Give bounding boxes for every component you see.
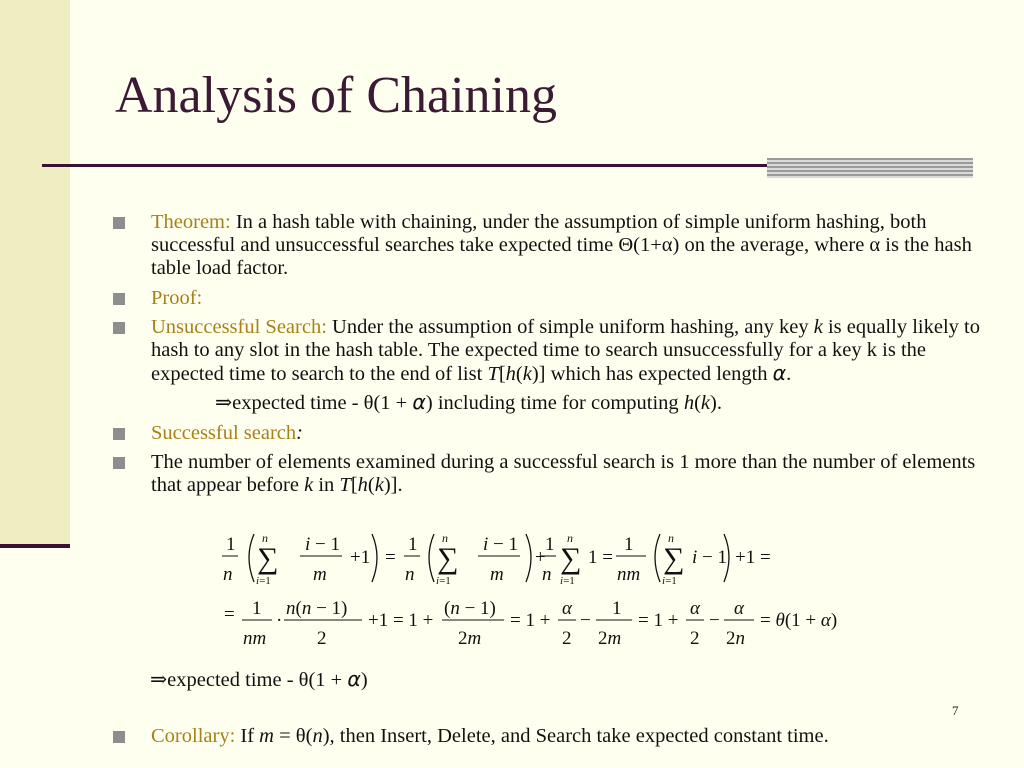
svg-text:1: 1 bbox=[408, 534, 418, 555]
square-bullet-icon bbox=[113, 731, 125, 743]
successful-text: in bbox=[313, 474, 340, 497]
unsuccessful-search-item bbox=[113, 316, 993, 387]
svg-text:nm: nm bbox=[617, 564, 641, 585]
summation-equation bbox=[220, 530, 860, 660]
theorem-label: Theorem: bbox=[151, 211, 231, 233]
successful-text: The number of elements examined during a successful search is 1 more than the number of elements that appear before bbox=[151, 450, 976, 497]
svg-text:nm: nm bbox=[243, 628, 267, 649]
conclusion-text: ) bbox=[360, 669, 368, 691]
unsuccessful-text: is equally likely to hash to any slot in the hash table. The expected time to search unsuccessfully for a key k is the expected time to search to the end of list bbox=[151, 315, 980, 386]
conclusion-line bbox=[150, 667, 368, 692]
svg-text:i − 1: i − 1 bbox=[483, 534, 518, 555]
unsuccessful-result bbox=[113, 391, 993, 415]
svg-text:+: + bbox=[535, 547, 546, 568]
svg-text:+1 =: +1 = bbox=[735, 547, 771, 568]
corollary-text: = θ( bbox=[273, 725, 313, 747]
svg-text:i − 1: i − 1 bbox=[692, 547, 727, 568]
paren: )]. bbox=[383, 474, 403, 497]
paren: )] bbox=[531, 363, 546, 386]
square-bullet-icon bbox=[113, 217, 125, 229]
var-k: k bbox=[522, 363, 532, 386]
unsuccessful-text: which has expected length bbox=[545, 363, 773, 386]
square-bullet-icon bbox=[113, 322, 125, 334]
svg-text:1: 1 bbox=[545, 534, 555, 555]
svg-text:∑: ∑ bbox=[437, 542, 459, 575]
svg-text:m: m bbox=[313, 564, 327, 585]
svg-text:2m: 2m bbox=[458, 628, 482, 649]
svg-text:1: 1 bbox=[252, 598, 262, 619]
svg-text:n: n bbox=[668, 531, 674, 545]
svg-text:n: n bbox=[442, 531, 448, 545]
unsuccessful-label: Unsuccessful Search: bbox=[151, 315, 327, 338]
svg-text:α: α bbox=[690, 598, 700, 619]
var-h: h bbox=[505, 363, 516, 386]
svg-text:1 =: 1 = bbox=[588, 547, 613, 568]
result-text: ) including time for computing bbox=[425, 392, 684, 415]
theorem-text: In a hash table with chaining, under the assumption of simple uniform hashing, both successful and unsuccessful searches take expected time Θ(1+α) on the average, where α is the hash table load factor. bbox=[151, 211, 972, 280]
svg-text:∑: ∑ bbox=[663, 542, 685, 575]
proof-item bbox=[113, 287, 993, 310]
svg-text:= 1 +: = 1 + bbox=[510, 610, 551, 631]
successful-search-item bbox=[113, 422, 993, 445]
unsuccessful-text: Under the assumption of simple uniform hashing, any key bbox=[326, 315, 814, 338]
slide-body bbox=[113, 211, 993, 497]
svg-text:1: 1 bbox=[226, 534, 236, 555]
var-m: m bbox=[259, 725, 274, 747]
elements-examined-item bbox=[113, 451, 993, 497]
svg-text:−: − bbox=[709, 610, 720, 631]
left-sidebar-band bbox=[0, 0, 70, 548]
var-T: T bbox=[487, 363, 499, 386]
svg-text:i=1: i=1 bbox=[256, 575, 271, 587]
svg-text:α: α bbox=[734, 598, 744, 619]
sidebar-rule bbox=[0, 544, 70, 548]
corollary-item bbox=[113, 725, 993, 748]
svg-text:·: · bbox=[276, 610, 283, 631]
title-rule bbox=[42, 164, 787, 167]
var-T: T bbox=[339, 474, 351, 497]
svg-text:2: 2 bbox=[690, 628, 700, 649]
svg-text:=: = bbox=[224, 604, 235, 625]
svg-text:n: n bbox=[567, 531, 573, 545]
svg-text:i − 1: i − 1 bbox=[305, 534, 340, 555]
svg-text:+1 = 1 +: +1 = 1 + bbox=[368, 610, 434, 631]
svg-text:i=1: i=1 bbox=[436, 575, 451, 587]
paren: ( bbox=[367, 474, 375, 497]
svg-text:n(n − 1): n(n − 1) bbox=[286, 598, 348, 619]
corollary-text: If bbox=[235, 725, 260, 747]
paren: ). bbox=[710, 392, 722, 415]
svg-text:1: 1 bbox=[624, 534, 634, 555]
svg-text:2: 2 bbox=[317, 628, 327, 649]
var-k: k bbox=[374, 474, 384, 497]
svg-text:i=1: i=1 bbox=[662, 575, 677, 587]
var-k: k bbox=[813, 315, 823, 338]
svg-text:(n − 1): (n − 1) bbox=[444, 598, 496, 619]
svg-text:∑: ∑ bbox=[560, 542, 582, 575]
svg-text:1: 1 bbox=[612, 598, 622, 619]
colon: : bbox=[296, 421, 303, 444]
var-h: h bbox=[357, 474, 368, 497]
square-bullet-icon bbox=[113, 293, 125, 305]
svg-text:+1: +1 bbox=[350, 547, 371, 568]
svg-text:∑: ∑ bbox=[257, 542, 279, 575]
svg-text:2m: 2m bbox=[598, 628, 622, 649]
svg-text:n: n bbox=[223, 564, 233, 585]
svg-text:m: m bbox=[490, 564, 504, 585]
var-alpha: α bbox=[412, 390, 426, 415]
theorem-item bbox=[113, 211, 993, 281]
bracket: [ bbox=[350, 474, 358, 497]
bracket: [ bbox=[498, 363, 506, 386]
var-alpha: α bbox=[772, 361, 787, 386]
paren: ( bbox=[515, 363, 523, 386]
var-alpha: α bbox=[347, 667, 361, 691]
period: . bbox=[786, 363, 792, 386]
var-k: k bbox=[700, 392, 710, 415]
title-decoration-bar bbox=[767, 158, 973, 178]
var-k: k bbox=[304, 474, 314, 497]
svg-text:=: = bbox=[385, 547, 396, 568]
square-bullet-icon bbox=[113, 428, 125, 440]
svg-text:−: − bbox=[580, 610, 591, 631]
svg-text:n: n bbox=[542, 564, 552, 585]
corollary-text: ), then Insert, Delete, and Search take expected constant time. bbox=[322, 725, 829, 747]
var-h: h bbox=[683, 392, 695, 415]
svg-text:i=1: i=1 bbox=[560, 575, 575, 587]
page-number: 7 bbox=[952, 703, 959, 718]
svg-text:α: α bbox=[562, 598, 572, 619]
successful-label: Successful search bbox=[151, 421, 297, 444]
var-n: n bbox=[312, 725, 323, 747]
svg-text:= θ(1 + α): = θ(1 + α) bbox=[760, 610, 838, 631]
svg-text:n: n bbox=[405, 564, 415, 585]
conclusion-text: ⇒expected time - θ(1 + bbox=[150, 669, 348, 691]
svg-text:2: 2 bbox=[562, 628, 572, 649]
svg-text:n: n bbox=[262, 531, 268, 545]
svg-text:= 1 +: = 1 + bbox=[638, 610, 679, 631]
slide-title: Analysis of Chaining bbox=[115, 67, 557, 124]
square-bullet-icon bbox=[113, 457, 125, 469]
proof-label: Proof: bbox=[151, 286, 203, 309]
result-text: ⇒expected time - θ(1 + bbox=[215, 392, 413, 415]
svg-text:2n: 2n bbox=[726, 628, 745, 649]
paren: ( bbox=[694, 392, 701, 415]
corollary-label: Corollary: bbox=[151, 725, 236, 747]
